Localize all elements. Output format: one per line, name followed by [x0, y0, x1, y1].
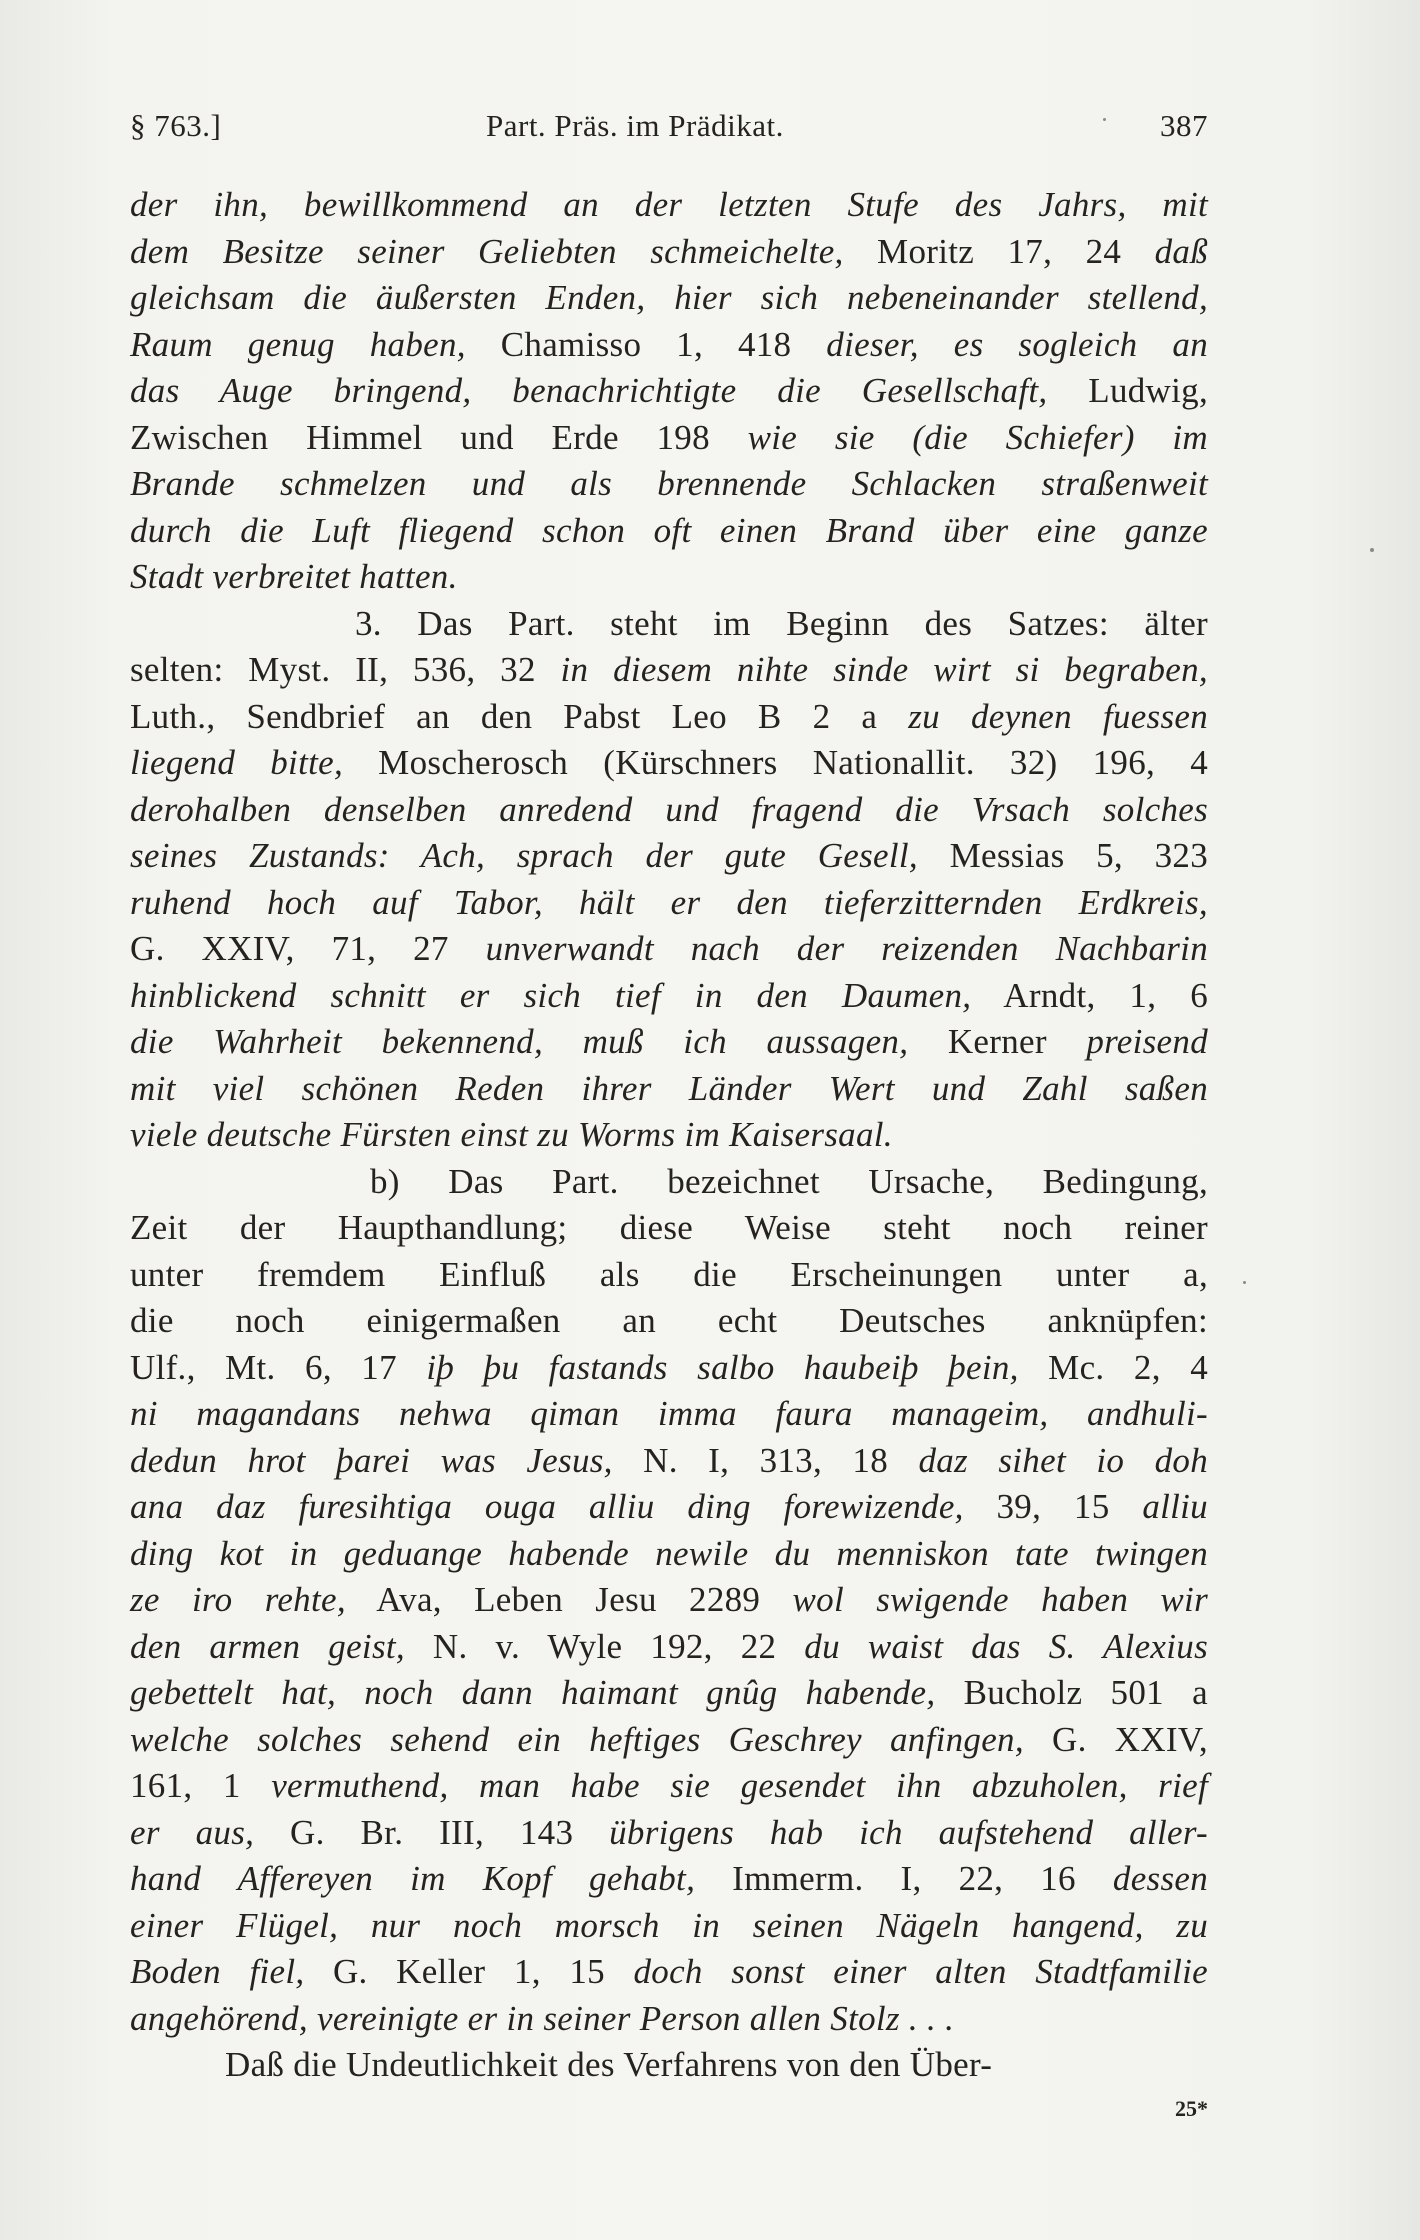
reference-text: Messias 5, 323 [917, 836, 1208, 875]
reference-text: 161, 1 [130, 1766, 272, 1805]
quotation-text: unverwandt nach der reizenden Nachbarin [485, 929, 1208, 968]
reference-text: Ava, Leben Jesu 2289 [345, 1580, 793, 1619]
quotation-text: ni magandans nehwa qiman imma faura manageim, andhuli- [130, 1394, 1208, 1433]
quotation-text: ze iro rehte, [130, 1580, 346, 1619]
quotation-text: zu deynen fuessen [908, 696, 1209, 736]
text-line [130, 787, 1208, 834]
quotation-text: Boden fiel, [130, 1952, 305, 1991]
quotation-text: der ihn, bewillkommend an der letzten Stufe des Jahrs, mit [130, 185, 1208, 224]
text-line [130, 1159, 1208, 1206]
reference-text: b) Das Part. bezeichnet Ursache, Bedingung, [370, 1161, 1208, 1201]
quotation-text: seines Zustands: Ach, sprach der gute Gesell, [130, 836, 918, 875]
paper-speck [1243, 1281, 1246, 1284]
quotation-text: welche solches sehend ein heftiges Geschrey anfingen, [130, 1719, 1024, 1759]
text-line [130, 1019, 1208, 1066]
quotation-text: du waist das S. Alexius [804, 1626, 1208, 1666]
text-line [130, 508, 1208, 555]
quotation-text: hinblickend schnitt er sich tief in den Daumen, [130, 975, 972, 1015]
reference-text: Moscherosch (Kürschners Nationallit. 32) 196, 4 [343, 743, 1208, 782]
quotation-text: doch sonst einer alten Stadtfamilie [633, 1952, 1208, 1991]
text-line [130, 1345, 1208, 1392]
running-header [130, 108, 1208, 154]
page-number: 387 [1160, 108, 1208, 143]
text-line [130, 1484, 1208, 1531]
quotation-text: ding kot in geduange habende newile du menniskon tate twingen [130, 1533, 1208, 1573]
text-line [130, 415, 1208, 462]
reference-text: N. I, 313, 18 [612, 1440, 919, 1480]
text-line [130, 880, 1208, 927]
quotation-text: Stadt verbreitet hatten. [130, 557, 458, 596]
text-line [130, 647, 1208, 694]
reference-text: unter fremdem Einfluß als die Erscheinungen unter a, [130, 1254, 1208, 1294]
reference-text: Luth., Sendbrief an den Pabst Leo B 2 a [130, 696, 909, 736]
text-line [130, 1903, 1208, 1950]
reference-text: Zeit der Haupthandlung; diese Weise steht noch reiner [130, 1208, 1208, 1247]
quotation-text: den armen geist, [130, 1626, 405, 1666]
quotation-text: dem Besitze seiner Geliebten schmeichelte, [130, 231, 844, 271]
text-line [130, 1577, 1208, 1624]
text-line [130, 1763, 1208, 1810]
reference-text: G. Br. III, 143 [254, 1812, 610, 1852]
quotation-text: alliu [1142, 1487, 1208, 1526]
reference-text: die noch einigermaßen an echt Deutsches anknüpfen: [130, 1301, 1208, 1340]
section-number: § 763.] [130, 108, 222, 143]
paper-speck [1103, 118, 1106, 121]
reference-text: Chamisso 1, 418 [465, 324, 827, 364]
text-line [130, 275, 1208, 322]
text-line [130, 1856, 1208, 1903]
text-line [130, 1066, 1208, 1113]
signature-mark: 25* [1175, 2096, 1208, 2121]
text-line [130, 1949, 1208, 1996]
text-line [130, 182, 1208, 229]
reference-text: G. Keller 1, 15 [304, 1952, 634, 1991]
reference-text: Immerm. I, 22, 16 [695, 1859, 1113, 1898]
quotation-text: iþ þu fastands salbo haubeiþ þein, [426, 1347, 1019, 1387]
reference-text: G. XXIV, [1023, 1719, 1208, 1759]
text-line [130, 1670, 1208, 1717]
quotation-text: angehörend, vereinigte er in seiner Person allen Stolz . . . [130, 1998, 955, 2038]
quotation-text: in diesem nihte sinde wirt si begraben, [560, 650, 1208, 689]
reference-text: Arndt, 1, 6 [971, 975, 1208, 1015]
body-text [130, 182, 1208, 2089]
reference-text: N. v. Wyle 192, 22 [404, 1626, 805, 1666]
text-line [130, 601, 1208, 648]
quotation-text: dedun hrot þarei was Jesus, [130, 1440, 613, 1480]
quotation-text: ruhend hoch auf Tabor, hält er den tieferzitternden Erdkreis, [130, 882, 1208, 922]
text-line [130, 1252, 1208, 1299]
quotation-text: Raum genug haben, [130, 324, 466, 364]
reference-text: Daß die Undeutlichkeit des Verfahrens von den Über- [225, 2045, 993, 2084]
quotation-text: gebettelt hat, noch dann haimant gnûg habende, [130, 1673, 936, 1712]
quotation-text: hand Affereyen im Kopf gehabt, [130, 1859, 696, 1898]
quotation-text: daß [1154, 231, 1208, 271]
quotation-text: wie sie (die Schiefer) im [747, 417, 1209, 457]
reference-text: Ulf., Mt. 6, 17 [130, 1347, 427, 1387]
text-line [130, 322, 1208, 369]
text-line [130, 461, 1208, 508]
quotation-text: einer Flügel, nur noch morsch in seinen Nägeln hangend, zu [130, 1905, 1208, 1945]
reference-text: Kerner [908, 1022, 1087, 1061]
quotation-text: liegend bitte, [130, 743, 344, 782]
text-line [130, 1112, 1208, 1159]
text-line [130, 1810, 1208, 1857]
reference-text: G. XXIV, 71, 27 [130, 929, 486, 968]
text-line [130, 368, 1208, 415]
text-line [130, 973, 1208, 1020]
quotation-text: daz sihet io doh [918, 1440, 1209, 1480]
text-line [130, 229, 1208, 276]
text-line [130, 1438, 1208, 1485]
text-line [130, 926, 1208, 973]
quotation-text: das Auge bringend, benachrichtigte die Gesellschaft, [130, 371, 1048, 410]
text-line [130, 694, 1208, 741]
reference-text: Zwischen Himmel und Erde 198 [130, 417, 748, 457]
reference-text: Moritz 17, 24 [843, 231, 1155, 271]
quotation-text: Brande schmelzen und als brennende Schlacken straßenweit [130, 464, 1208, 503]
reference-text: Mc. 2, 4 [1018, 1347, 1208, 1387]
text-line [130, 1531, 1208, 1578]
quotation-text: dessen [1112, 1859, 1209, 1898]
quotation-text: ana daz furesihtiga ouga alliu ding forewizende, [130, 1487, 964, 1526]
text-line [130, 554, 1208, 601]
quotation-text: mit viel schönen Reden ihrer Länder Wert und Zahl saßen [130, 1068, 1208, 1108]
quotation-text: preisend [1086, 1022, 1208, 1061]
quotation-text: durch die Luft fliegend schon oft einen Brand über eine ganze [130, 510, 1208, 550]
reference-text: 3. Das Part. steht im Beginn des Satzes: älter [355, 603, 1208, 643]
quotation-text: vermuthend, man habe sie gesendet ihn abzuholen, rief [271, 1766, 1208, 1805]
text-line [130, 2042, 1208, 2089]
text-line [130, 1996, 1208, 2043]
quotation-text: dieser, es sogleich an [826, 324, 1208, 364]
text-line [130, 1205, 1208, 1252]
reference-text: Bucholz 501 a [935, 1673, 1209, 1712]
quotation-text: derohalben denselben anredend und fragend die Vrsach solches [130, 789, 1208, 829]
text-line [130, 833, 1208, 880]
quotation-text: er aus, [130, 1812, 255, 1852]
text-line [130, 740, 1208, 787]
reference-text: selten: Myst. II, 536, 32 [130, 650, 561, 689]
text-line [130, 1624, 1208, 1671]
text-line [130, 1391, 1208, 1438]
quotation-text: die Wahrheit bekennend, muß ich aussagen, [130, 1022, 909, 1061]
quotation-text: wol swigende haben wir [792, 1580, 1209, 1619]
reference-text: 39, 15 [963, 1487, 1143, 1526]
paper-speck [1370, 548, 1374, 552]
running-title: Part. Präs. im Prädikat. [486, 108, 784, 143]
text-line [130, 1298, 1208, 1345]
quotation-text: viele deutsche Fürsten einst zu Worms im Kaisersaal. [130, 1115, 893, 1154]
reference-text: Ludwig, [1047, 371, 1208, 410]
quotation-text: übrigens hab ich aufstehend aller- [609, 1812, 1208, 1852]
text-line [130, 1717, 1208, 1764]
quotation-text: gleichsam die äußersten Enden, hier sich nebeneinander stellend, [130, 278, 1208, 317]
